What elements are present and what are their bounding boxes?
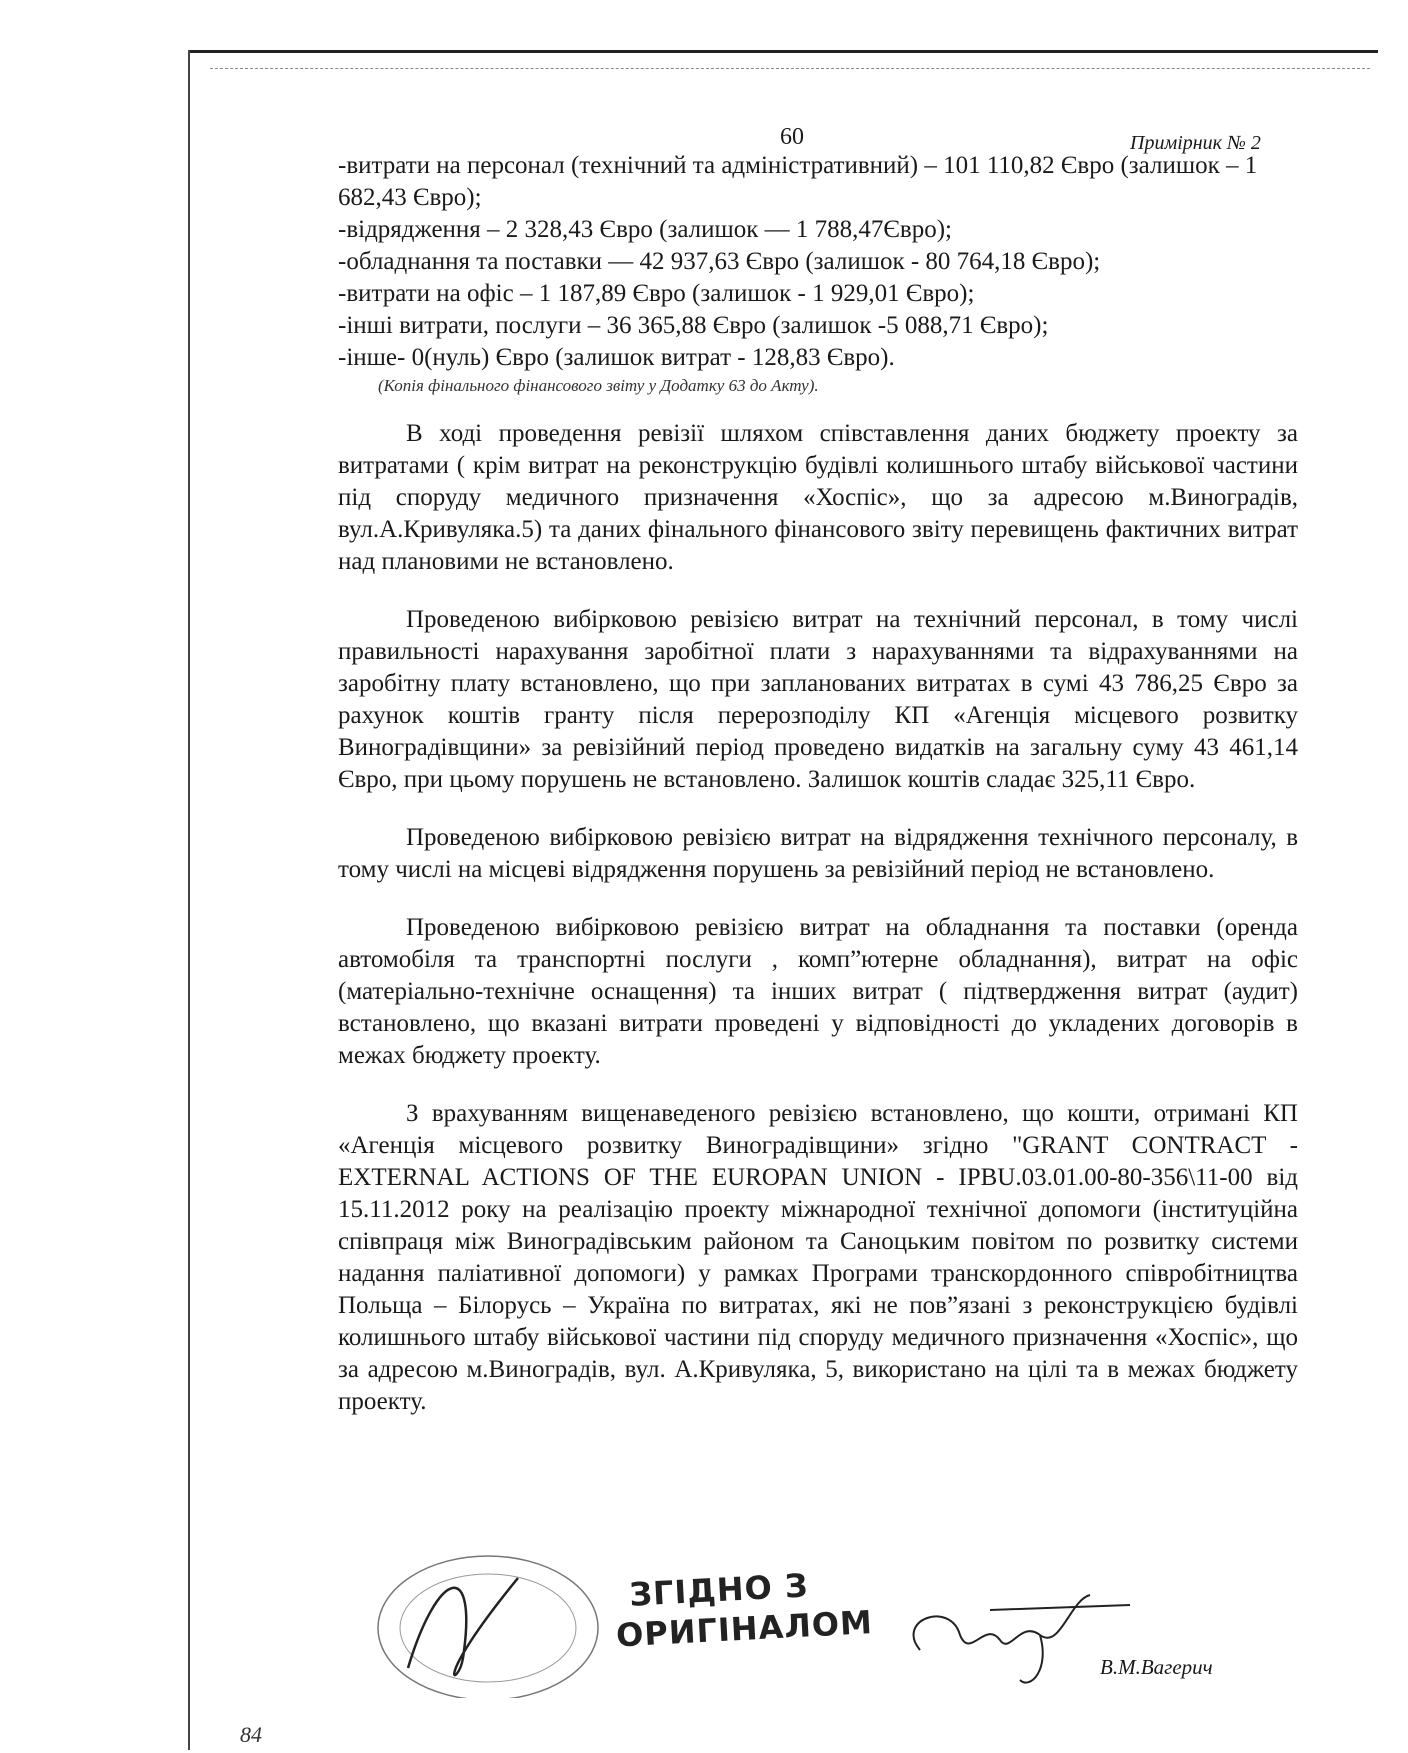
paragraph: Проведеною вибірковою ревізією витрат на відрядження технічного персоналу, в тому числі на місцеві відрядження порушень за ревізійний період не встановлено. xyxy=(338,824,1298,883)
list-item: -обладнання та поставки — 42 937,63 Євро (залишок - 80 764,18 Євро); xyxy=(338,248,1101,275)
document-body xyxy=(338,150,1298,1444)
copy-number: Примірник № 2 xyxy=(1130,132,1261,154)
signer-name: В.М.Вагерич xyxy=(1100,1655,1213,1679)
list-item: -відрядження – 2 328,43 Євро (залишок — 1 788,47Євро); xyxy=(338,216,952,243)
page-left-border xyxy=(188,50,190,1750)
stamp-line: ОРИГІНАЛОМ xyxy=(615,1603,874,1655)
list-item: -інші витрати, послуги – 36 365,88 Євро (залишок -5 088,71 Євро); xyxy=(338,312,1049,339)
header-dashed-line xyxy=(210,68,1370,69)
list-item: -витрати на персонал (технічний та адміністративний) – 101 110,82 Євро (залишок – 1 682,43 Євро); xyxy=(338,152,1258,211)
margin-handwritten-mark: 84 xyxy=(240,1722,262,1747)
appendix-note: (Копія фінального фінансового звіту у Додатку 63 до Акту). xyxy=(378,376,819,395)
paragraph: З врахуванням вищенаведеного ревізією встановлено, що кошти, отримані КП «Агенція місцевого розвитку Виноградівщини» згідно "GRANT CONTRACT - EXTERNAL ACTIONS OF THE EUROPAN UNION - IPBU.03.01.00-80-356\11-00 від 15.11.2012 року на реалізацію проекту міжнародної технічної допомоги (інституційна співпраця між Виноградівським районом та Саноцьким повітом по розвитку системи надання паліативної допомоги) у рамках Програми транскордонного співробітництва Польща – Білорусь – Україна по витратах, які не пов”язані з реконструкцією будівлі колишнього штабу військової частини під споруду медичного призначення «Хоспіс», що за адресою м.Виноградів, вул. А.Кривуляка, 5, використано на цілі та в межах бюджету проекту. xyxy=(338,1100,1298,1415)
list-item: -витрати на офіс – 1 187,89 Євро (залишок - 1 929,01 Євро); xyxy=(338,280,975,307)
stamp-line: ЗГІДНО З xyxy=(628,1566,810,1614)
page-number: 60 xyxy=(780,124,804,150)
certified-copy-stamp xyxy=(613,1565,874,1656)
paragraph: В ході проведення ревізії шляхом співставлення даних бюджету проекту за витратами ( крім витрат на реконструкцію будівлі колишнього штабу військової частини під споруду медичного призначення «Хоспіс», що за адресою м.Виноградів, вул.А.Кривуляка.5) та даних фінального фінансового звіту перевищень фактичних витрат над плановими не встановлено. xyxy=(338,420,1298,575)
page-top-border xyxy=(188,50,1378,53)
list-item: -інше- 0(нуль) Євро (залишок витрат - 128,83 Євро). xyxy=(338,344,895,371)
round-seal-icon xyxy=(368,1548,628,1698)
paragraph: Проведеною вибірковою ревізією витрат на технічний персонал, в тому числі правильності нарахування заробітної плати з нарахуваннями та відрахуваннями на заробітну плату встановлено, що при запланованих витратах в сумі 43 786,25 Євро за рахунок коштів гранту після перерозподілу КП «Агенція місцевого розвитку Виноградівщини» за ревізійний період проведено видатків на загальну суму 43 461,14 Євро, при цьому порушень не встановлено. Залишок коштів сладає 325,11 Євро. xyxy=(338,606,1298,793)
paragraph: Проведеною вибірковою ревізією витрат на обладнання та поставки (оренда автомобіля та транспортні послуги , комп”ютерне обладнання), витрат на офіс (матеріально-технічне оснащення) та інших витрат ( підтвердження витрат (аудит) встановлено, що вказані витрати проведені у відповідності до укладених договорів в межах бюджету проекту. xyxy=(338,914,1298,1069)
